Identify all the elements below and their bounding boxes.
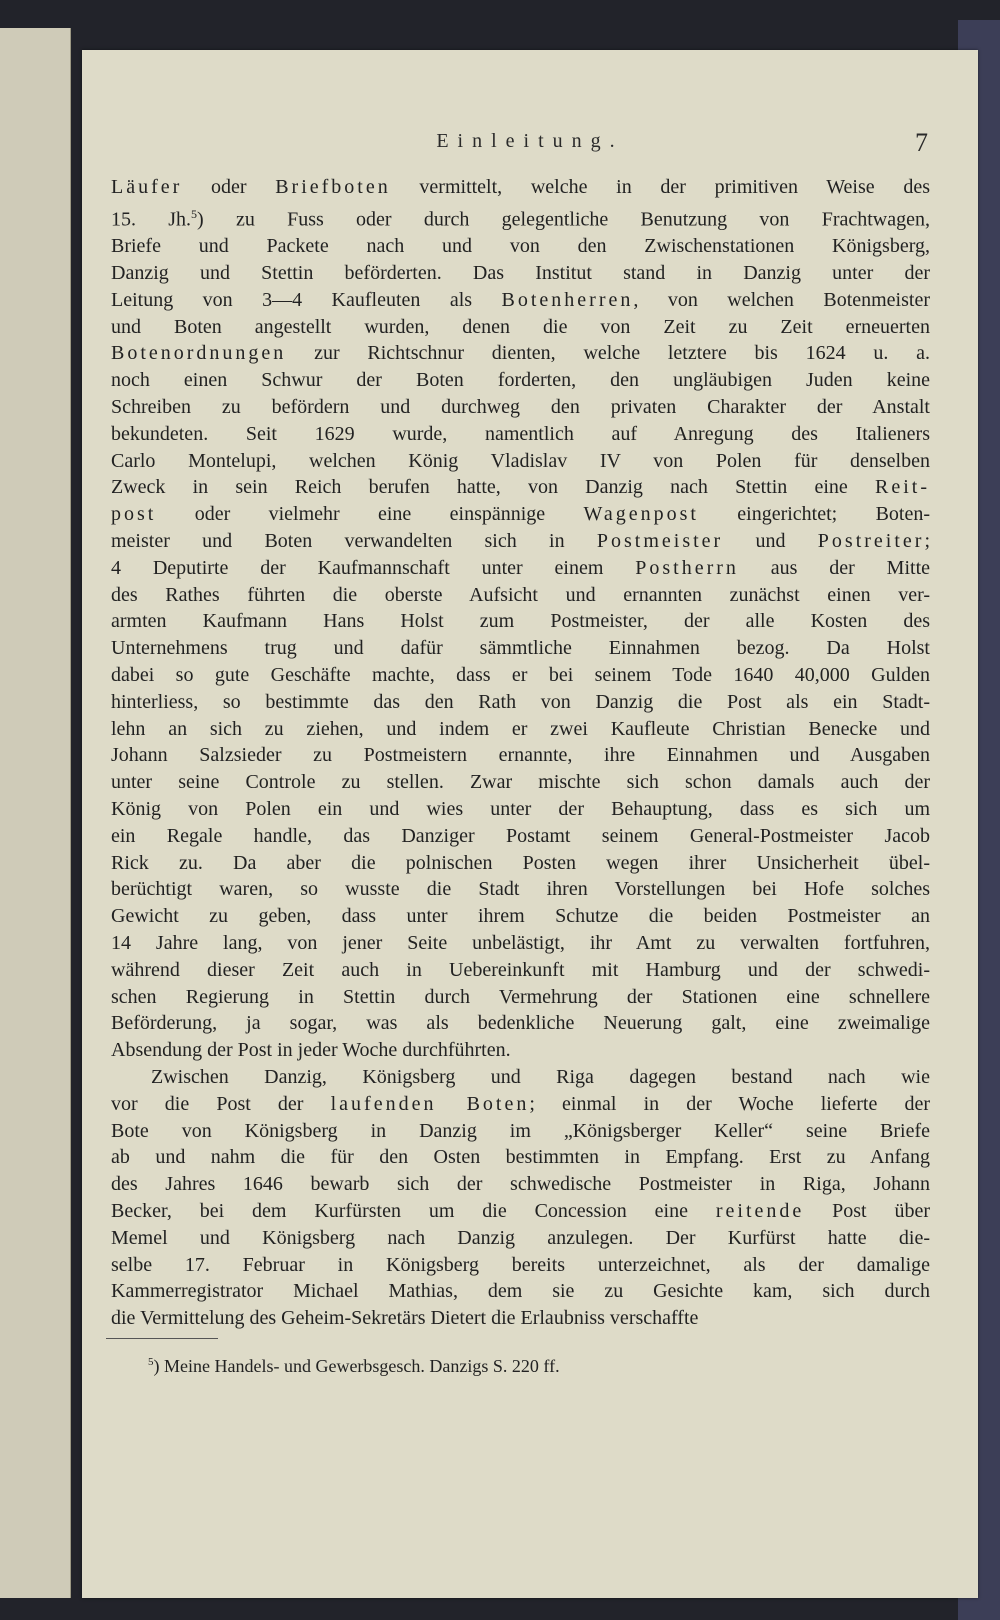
- text-run: selbe 17. Februar in Königsberg bereits unterzeichnet, als der damalige: [111, 1253, 930, 1276]
- text-run: lehn an sich zu ziehen, und indem er zwei Kaufleute Christian Benecke und: [111, 717, 930, 740]
- spaced-emphasis: Postmeister: [596, 530, 724, 553]
- text-line: [111, 448, 930, 475]
- text-line: [111, 1010, 930, 1037]
- text-line: [111, 287, 930, 314]
- text-line: [111, 367, 930, 394]
- text-line: [111, 1118, 930, 1145]
- previous-page-edge: [0, 28, 71, 1598]
- text-run: 15. Jh.: [111, 208, 192, 231]
- text-line: [111, 1198, 930, 1225]
- footnote-rule: [106, 1338, 218, 1339]
- text-run: Kammerregistrator Michael Mathias, dem sie zu Gesichte kam, sich durch: [111, 1280, 930, 1303]
- text-run: Unternehmens trug und dafür sämmtliche Einnahmen bezog. Da Holst: [111, 637, 930, 660]
- text-run: noch einen Schwur der Boten forderten, den ungläubigen Juden keine: [111, 369, 930, 392]
- text-line: [111, 1252, 930, 1279]
- text-line: [111, 984, 930, 1011]
- text-line: [111, 823, 930, 850]
- spaced-emphasis: Reit-: [875, 476, 930, 499]
- book-page: [82, 50, 978, 1598]
- text-line: [111, 1278, 930, 1305]
- spaced-emphasis: Wagenpost: [583, 503, 699, 526]
- text-run: eingerichtet; Boten-: [698, 503, 930, 526]
- text-line: [111, 742, 930, 769]
- text-line: [111, 1171, 930, 1198]
- spaced-emphasis: Läufer: [111, 176, 183, 198]
- text-run: 4 Deputirte der Kaufmannschaft unter einem: [111, 556, 636, 579]
- footnote-reference: 5: [191, 206, 198, 221]
- text-run: die Vermittelung des Geheim-Sekretärs Dietert die Erlaubniss verschaffte: [111, 1307, 699, 1330]
- text-run: oder: [182, 176, 276, 198]
- text-line: [111, 850, 930, 877]
- text-run: Briefe und Packete nach und von den Zwischenstationen Königsberg,: [111, 235, 930, 258]
- text-run: Johann Salzsieder zu Postmeistern ernannte, ihre Einnahmen und Ausgaben: [111, 744, 930, 767]
- text-run: Leitung von 3—4 Kaufleuten als: [111, 288, 502, 311]
- text-run: Zwischen Danzig, Königsberg und Riga dagegen bestand nach wie: [151, 1065, 930, 1088]
- text-run: vor die Post der: [111, 1092, 331, 1115]
- text-line: [111, 1064, 930, 1091]
- text-line: [111, 608, 930, 635]
- text-run: unter seine Controle zu stellen. Zwar mischte sich schon damals auch der: [111, 771, 930, 794]
- text-run: Absendung der Post in jeder Woche durchführten.: [111, 1039, 511, 1062]
- text-run: ein Regale handle, das Danziger Postamt seinem General-Postmeister Jacob: [111, 824, 930, 847]
- text-run: , von welchen Botenmeister: [633, 288, 930, 311]
- text-run: Becker, bei dem Kurfürsten um die Concession eine: [111, 1199, 716, 1222]
- text-line: [111, 1225, 930, 1252]
- text-run: ab und nahm die für den Osten bestimmten in Empfang. Erst zu Anfang: [111, 1146, 930, 1169]
- text-run: 14 Jahre lang, von jener Seite unbelästigt, ihr Amt zu verwalten fortfuhren,: [111, 931, 930, 954]
- text-line: [111, 474, 930, 501]
- text-line: [111, 957, 930, 984]
- text-run: und Boten angestellt wurden, denen die von Zeit zu Zeit erneuerten: [111, 315, 930, 338]
- spaced-emphasis: Postreiter: [817, 530, 925, 553]
- spaced-emphasis: Briefboten: [275, 176, 391, 198]
- text-line: [111, 340, 930, 367]
- text-line: [111, 421, 930, 448]
- text-run: hinterliess, so bestimmte das den Rath von Danzig die Post als ein Stadt-: [111, 690, 930, 713]
- text-line: [111, 876, 930, 903]
- text-run: des Jahres 1646 bewarb sich der schwedische Postmeister in Riga, Johann: [111, 1173, 930, 1196]
- text-run: ; einmal in der Woche lieferte der: [529, 1092, 930, 1115]
- text-line: [111, 260, 930, 287]
- text-line: [111, 501, 930, 528]
- page-number: 7: [915, 128, 928, 157]
- text-line: [111, 555, 930, 582]
- footnote: [148, 1356, 560, 1377]
- text-line: [111, 233, 930, 260]
- text-run: schen Regierung in Stettin durch Vermehrung der Stationen eine schnellere: [111, 985, 930, 1008]
- text-line: [111, 394, 930, 421]
- text-run: König von Polen ein und wies unter der Behauptung, dass es sich um: [111, 797, 930, 820]
- text-run: Post über: [804, 1199, 930, 1222]
- text-line: [111, 662, 930, 689]
- text-run: dabei so gute Geschäfte machte, dass er bei seinem Tode 1640 40,000 Gulden: [111, 664, 930, 686]
- text-line: [111, 1037, 930, 1064]
- text-line: [111, 528, 930, 555]
- text-run: des Rathes führten die oberste Aufsicht und ernannten zunächst einen ver-: [111, 583, 930, 606]
- text-run: Rick zu. Da aber die polnischen Posten wegen ihrer Unsicherheit übel-: [111, 851, 930, 874]
- text-line: [111, 582, 930, 609]
- body-text: [111, 174, 930, 1332]
- text-run: Zweck in sein Reich berufen hatte, von Danzig nach Stettin eine: [111, 476, 875, 499]
- text-run: Memel und Königsberg nach Danzig anzulegen. Der Kurfürst hatte die-: [111, 1226, 930, 1249]
- text-run: Bote von Königsberg in Danzig im „Königsberger Keller“ seine Briefe: [111, 1119, 930, 1142]
- text-line: [111, 769, 930, 796]
- text-line: [111, 174, 930, 201]
- text-run: zur Richtschnur dienten, welche letztere bis 1624 u. a.: [286, 342, 930, 365]
- text-line: [111, 1144, 930, 1171]
- text-line: [111, 1305, 930, 1332]
- footnote-marker: 5: [148, 1356, 154, 1368]
- text-line: [111, 930, 930, 957]
- running-title: Einleitung.: [436, 130, 624, 152]
- text-run: bekundeten. Seit 1629 wurde, namentlich auf Anregung des Italieners: [111, 422, 930, 445]
- text-line: [111, 689, 930, 716]
- text-line: [111, 201, 930, 233]
- text-line: [111, 314, 930, 341]
- text-run: während dieser Zeit auch in Uebereinkunft mit Hamburg und der schwedi-: [111, 958, 930, 981]
- text-line: [111, 635, 930, 662]
- footnote-text: ) Meine Handels- und Gewerbsgesch. Danzigs S. 220 ff.: [153, 1356, 560, 1376]
- spaced-emphasis: post: [111, 503, 157, 526]
- text-run: oder vielmehr eine einspännige: [156, 503, 584, 526]
- text-run: Beförderung, ja sogar, was als bedenkliche Neuerung galt, eine zweimalige: [111, 1012, 930, 1035]
- text-run: berüchtigt waren, so wusste die Stadt ihren Vorstellungen bei Hofe solches: [111, 878, 930, 901]
- text-run: ;: [924, 530, 931, 553]
- text-run: Danzig und Stettin beförderten. Das Institut stand in Danzig unter der: [111, 262, 930, 285]
- text-run: aus der Mitte: [738, 556, 930, 579]
- text-line: [111, 1091, 930, 1118]
- spaced-emphasis: reitende: [715, 1199, 805, 1222]
- text-line: [111, 716, 930, 743]
- spaced-emphasis: Botenherren: [501, 288, 634, 311]
- text-run: Carlo Montelupi, welchen König Vladislav IV von Polen für denselben: [111, 449, 930, 472]
- text-run: Schreiben zu befördern und durchweg den privaten Charakter der Anstalt: [111, 396, 930, 419]
- spaced-emphasis: Botenordnungen: [111, 342, 287, 365]
- spaced-emphasis: Postherrn: [635, 556, 739, 579]
- text-run: und: [723, 530, 818, 553]
- spaced-emphasis: laufenden Boten: [330, 1092, 530, 1115]
- text-line: [111, 796, 930, 823]
- running-head: [82, 130, 978, 164]
- text-run: Gewicht zu geben, dass unter ihrem Schutze die beiden Postmeister an: [111, 905, 930, 928]
- text-run: armten Kaufmann Hans Holst zum Postmeister, der alle Kosten des: [111, 610, 930, 633]
- text-run: ) zu Fuss oder durch gelegentliche Benutzung von Frachtwagen,: [197, 208, 930, 231]
- text-line: [111, 903, 930, 930]
- text-run: vermittelt, welche in der primitiven Weise des: [390, 176, 930, 198]
- text-run: meister und Boten verwandelten sich in: [111, 530, 597, 553]
